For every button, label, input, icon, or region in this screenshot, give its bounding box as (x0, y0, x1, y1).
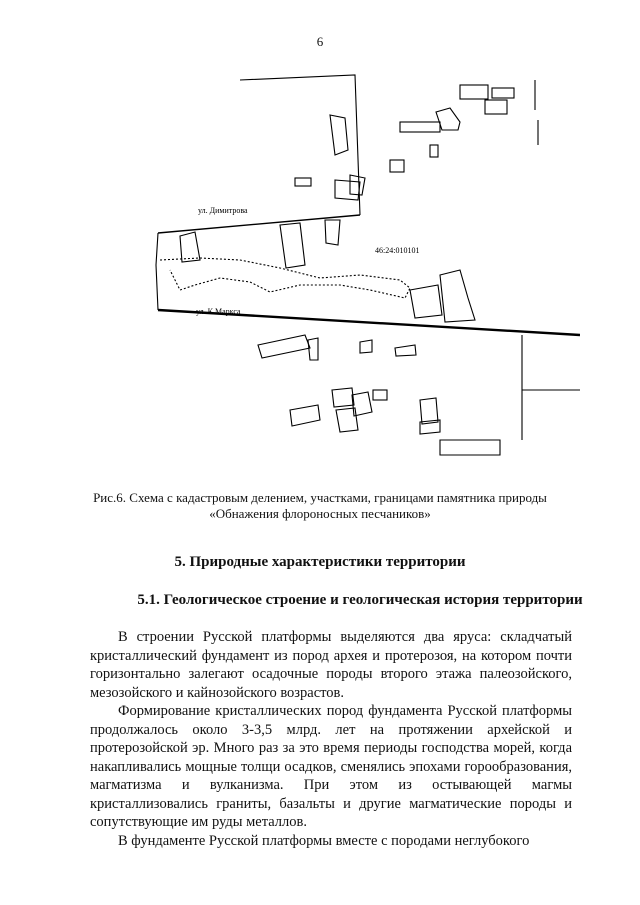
building (460, 85, 488, 99)
building (290, 405, 320, 426)
building (336, 408, 358, 432)
building (335, 180, 360, 200)
page-number: 6 (316, 34, 324, 49)
building (352, 392, 372, 416)
building (430, 145, 438, 157)
building (390, 160, 404, 172)
building (440, 440, 500, 455)
street-dimitrova-line (158, 215, 360, 233)
building (440, 270, 475, 322)
figure-caption (80, 490, 560, 522)
building (350, 175, 365, 195)
parcel-code-label: 46:24:010101 (375, 246, 420, 255)
section-subtitle: 5.1. Геологическое строение и геологическая история территории (137, 592, 583, 608)
building (280, 223, 305, 268)
building (373, 390, 387, 400)
building (410, 285, 442, 318)
building (330, 115, 348, 155)
street-label-marx: ул. К.Маркса (196, 307, 241, 316)
building (492, 88, 514, 98)
building (308, 338, 318, 360)
street-marx-line (156, 233, 158, 310)
cadastral-map (140, 60, 580, 480)
caption-line-2: «Обнажения флороносных песчаников» (209, 506, 431, 521)
section-title: 5. Природные характеристики территории (174, 554, 466, 570)
body-text (90, 628, 572, 850)
building (180, 232, 200, 262)
paragraph: В строении Русской платформы выделяются два яруса: складчатый кристаллический фундамент из пород архея и протерозоя, на котором почти горизонтально залегают осадочные породы второго этажа палеозойского, мезозойского и кайнозойского возрастов. (90, 629, 572, 701)
building (258, 335, 310, 358)
paragraph: Формирование кристаллических пород фундамента Русской платформы продолжалось около 3-3,5 млрд. лет на протяжении архейской и протерозойской эр. Много раз за это время периоды господства морей, когда накапливались мощные толщи осадков, сменялись эпохами горообразования, магматизма и вулканизма. При этом из остывающей магмы кристаллизовались граниты, базальты и другие магматические породы и сопутствующие им руды металлов. (90, 703, 572, 830)
building (360, 340, 372, 353)
building (485, 100, 507, 114)
building (400, 122, 440, 132)
paragraph: В фундаменте Русской платформы вместе с породами неглубокого (118, 832, 530, 849)
caption-line-1: Рис.6. Схема с кадастровым делением, участками, границами памятника природы (93, 490, 547, 505)
building (332, 388, 354, 407)
parcel-boundary (240, 75, 360, 215)
building (325, 220, 340, 245)
street-label-dimitrova: ул. Димитрова (198, 206, 248, 215)
building (395, 345, 416, 356)
building (295, 178, 311, 186)
